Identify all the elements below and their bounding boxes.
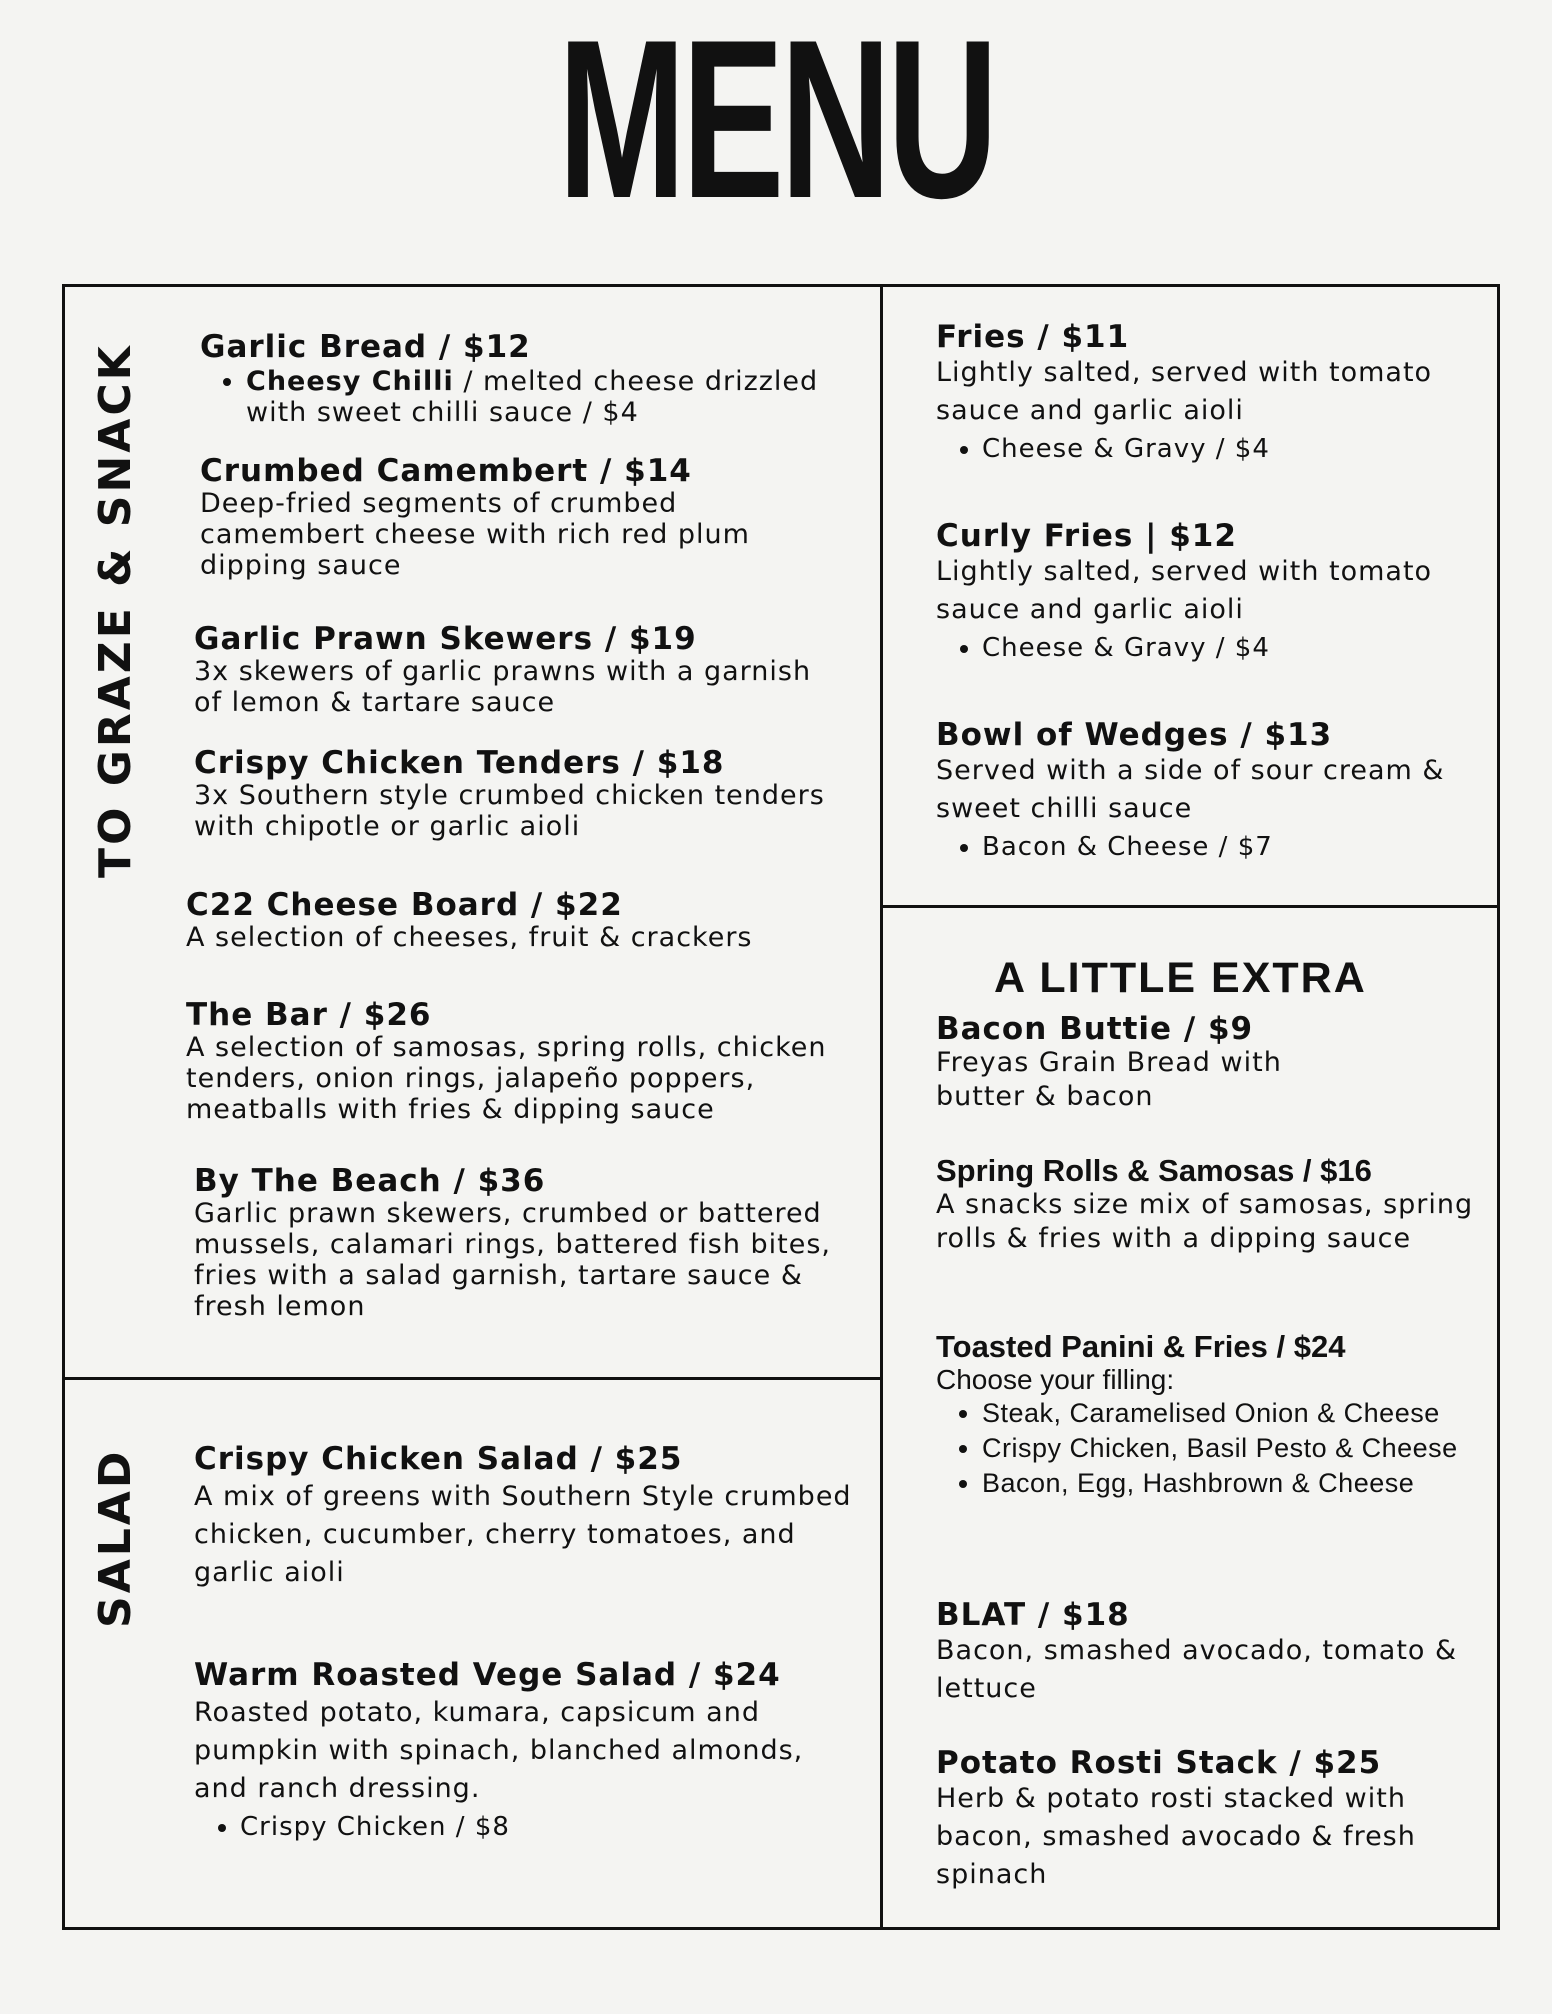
item-description: A mix of greens with Southern Style crumbed chicken, cucumber, cherry tomatoes, and garlic aioli [194, 1481, 852, 1589]
item-description: Lightly salted, served with tomato sauce and garlic aioli [936, 556, 1433, 626]
addon-item: • Cheese & Gravy / $4 [982, 430, 1476, 468]
item-name: C22 Cheese Board / $22 [186, 887, 623, 923]
menu-item-cheese-board [186, 888, 866, 953]
extra-section-heading: A LITTLE EXTRA [994, 954, 1367, 1002]
item-name: By The Beach / $36 [194, 1163, 546, 1199]
addon-list [200, 366, 840, 428]
menu-item-crumbed-camembert [200, 454, 840, 581]
item-name: Bacon Buttie / $9 [936, 1011, 1254, 1047]
menu-item-bowl-of-wedges [936, 718, 1476, 866]
item-name: Potato Rosti Stack / $25 [936, 1745, 1382, 1781]
addon-detail: / melted cheese drizzled with sweet chilli sauce / $4 [246, 366, 819, 429]
item-description: Deep-fried segments of crumbed camembert cheese with rich red plum dipping sauce [200, 488, 750, 582]
menu-item-garlic-prawn-skewers [194, 622, 844, 718]
menu-item-blat [936, 1598, 1476, 1708]
filling-option: • Crispy Chicken, Basil Pesto & Cheese [982, 1431, 1482, 1466]
item-name: Curly Fries | $12 [936, 518, 1237, 554]
item-description: Bacon, smashed avocado, tomato & lettuce [936, 1635, 1458, 1705]
menu-item-spring-rolls-samosas [936, 1154, 1476, 1256]
addon-name: Cheesy Chilli [246, 366, 454, 398]
item-description: A snacks size mix of samosas, spring rolls & fries with a dipping sauce [936, 1189, 1474, 1255]
addon-list [936, 430, 1476, 468]
item-name: Crispy Chicken Salad / $25 [194, 1441, 683, 1477]
item-description: Served with a side of sour cream & sweet chilli sauce [936, 755, 1445, 825]
menu-item-by-the-beach [194, 1164, 864, 1322]
filling-option: • Steak, Caramelised Onion & Cheese [982, 1396, 1482, 1431]
item-description: Freyas Grain Bread with butter & bacon [936, 1047, 1282, 1113]
item-description: Garlic prawn skewers, crumbed or battered mussels, calamari rings, battered fish bites, fries with a salad garnish, tartare sauce & fresh lemon [194, 1198, 832, 1323]
item-name: Bowl of Wedges / $13 [936, 717, 1333, 753]
left-section-divider [62, 1377, 882, 1380]
filling-options [936, 1396, 1482, 1501]
addon-item: • Bacon & Cheese / $7 [982, 828, 1476, 866]
right-section-divider [880, 905, 1500, 908]
addon-item: • Cheese & Gravy / $4 [982, 629, 1476, 667]
addon-list [936, 629, 1476, 667]
filling-option: • Bacon, Egg, Hashbrown & Cheese [982, 1466, 1482, 1501]
item-description: Roasted potato, kumara, capsicum and pumpkin with spinach, blanched almonds, and ranch dressing. [194, 1697, 804, 1805]
item-name: Garlic Bread / $12 [200, 329, 531, 365]
menu-item-warm-roasted-vege-salad [194, 1658, 854, 1846]
menu-item-the-bar [186, 998, 866, 1125]
item-name: BLAT / $18 [936, 1597, 1130, 1633]
item-name: The Bar / $26 [186, 997, 432, 1033]
item-name: Crispy Chicken Tenders / $18 [194, 745, 725, 781]
addon-list [936, 828, 1476, 866]
item-description: A selection of cheeses, fruit & crackers [186, 922, 753, 954]
column-divider [880, 284, 883, 1930]
item-name: Garlic Prawn Skewers / $19 [194, 621, 697, 657]
addon-item [246, 366, 840, 428]
item-description: 3x skewers of garlic prawns with a garnish of lemon & tartare sauce [194, 656, 812, 719]
graze-section-heading: TO GRAZE & SNACK [90, 343, 141, 878]
item-description: 3x Southern style crumbed chicken tenders with chipotle or garlic aioli [194, 780, 825, 843]
menu-item-curly-fries [936, 519, 1476, 667]
item-description: Lightly salted, served with tomato sauce and garlic aioli [936, 357, 1433, 427]
menu-item-garlic-bread [200, 330, 840, 428]
addon-list [194, 1808, 854, 1846]
menu-item-crispy-chicken-salad [194, 1442, 854, 1592]
item-name: Fries / $11 [936, 319, 1130, 355]
menu-item-toasted-panini [936, 1330, 1476, 1501]
menu-item-fries [936, 320, 1476, 468]
menu-item-crispy-chicken-tenders [194, 746, 854, 842]
item-name: Crumbed Camembert / $14 [200, 453, 692, 489]
item-description: Choose your filling: [936, 1364, 1175, 1396]
menu-item-bacon-buttie [936, 1012, 1476, 1114]
item-description: A selection of samosas, spring rolls, chicken tenders, onion rings, jalapeño poppers, meatballs with fries & dipping sauce [186, 1032, 827, 1126]
salad-section-heading: SALAD [90, 1448, 141, 1628]
item-description: Herb & potato rosti stacked with bacon, smashed avocado & fresh spinach [936, 1783, 1416, 1891]
menu-item-potato-rosti-stack [936, 1746, 1476, 1894]
menu-title: MENU [557, 0, 995, 245]
item-name: Spring Rolls & Samosas / $16 [936, 1153, 1372, 1188]
item-name: Toasted Panini & Fries / $24 [936, 1329, 1346, 1364]
addon-item: • Crispy Chicken / $8 [240, 1808, 854, 1846]
item-name: Warm Roasted Vege Salad / $24 [194, 1657, 781, 1693]
